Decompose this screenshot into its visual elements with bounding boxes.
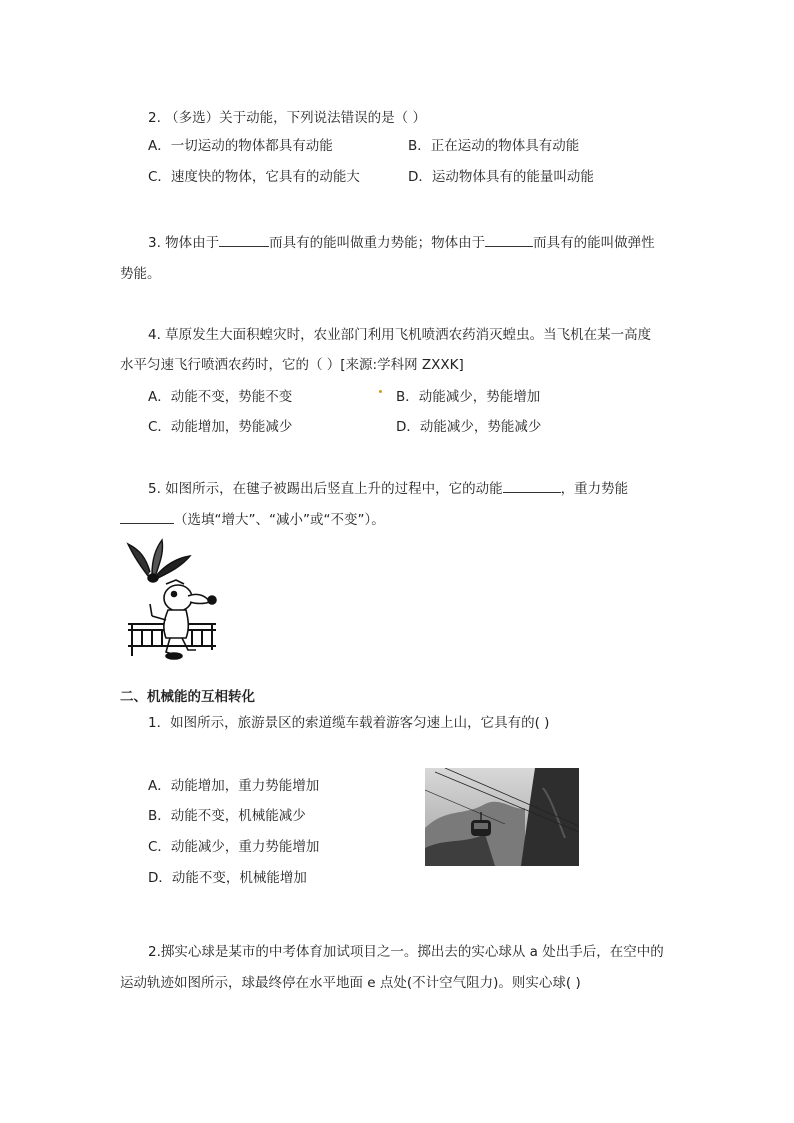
q2-option-a: A．一切运动的物体都具有动能 [148,138,333,154]
s2-q1-option-b: B．动能不变，机械能减少 [148,808,306,824]
q3-text-c: 而具有的能叫做弹性 [533,235,655,251]
q2-option-c: C．速度快的物体，它具有的动能大 [148,169,360,185]
q4-option-a: A．动能不变，势能不变 [148,389,293,405]
s2-q1-option-c: C．动能减少，重力势能增加 [148,839,320,855]
q3-text-a: 3. 物体由于 [148,235,220,251]
q5-line2 [120,508,385,528]
shuttlecock-kick-illustration [126,538,218,662]
stray-dot [379,390,382,393]
q4-option-b: B．动能减少，势能增加 [396,389,541,405]
s2-q1-stem: 1．如图所示，旅游景区的索道缆车载着游客匀速上山，它具有的( ) [148,715,550,731]
s2-q1-option-d: D．动能不变，机械能增加 [148,870,307,886]
s2-q1-option-a: A．动能增加，重力势能增加 [148,778,320,794]
q5-text-a: 5. 如图所示，在毽子被踢出后竖直上升的过程中，它的动能 [148,481,503,497]
q5-text-b: ，重力势能 [560,481,629,497]
q3-line1 [148,231,655,251]
q2-option-d: D．运动物体具有的能量叫动能 [408,169,594,185]
q3-text-b: 而具有的能叫做重力势能；物体由于 [269,235,486,251]
q4-option-c: C．动能增加，势能减少 [148,419,293,435]
q2-option-b: B．正在运动的物体具有动能 [408,138,580,154]
section2-heading: 二、机械能的互相转化 [120,689,255,705]
q5-text-c: （选填“增大”、“减小”或“不变”）。 [174,512,385,528]
cable-car-photo [425,768,579,866]
q5-line1 [148,477,628,497]
q4-line1: 4. 草原发生大面积蝗灾时，农业部门利用飞机喷洒农药消灭蝗虫。当飞机在某一高度 [148,327,652,343]
q3-blank-1 [219,232,269,247]
q5-blank-2 [120,509,174,524]
q5-blank-1 [503,478,561,493]
q4-option-d: D．动能减少，势能减少 [396,419,542,435]
q3-line2: 势能。 [120,266,161,282]
q4-line2: 水平匀速飞行喷洒农药时，它的（ ）[来源:学科网 ZXXK] [120,357,464,373]
q2-stem: 2. （多选）关于动能，下列说法错误的是（ ） [148,110,426,126]
q3-blank-2 [485,232,533,247]
s2-q2-line2: 运动轨迹如图所示，球最终停在水平地面 e 点处(不计空气阻力)。则实心球( ) [120,975,581,991]
s2-q2-line1: 2.掷实心球是某市的中考体育加试项目之一。掷出去的实心球从 a 处出手后，在空中的 [148,944,664,960]
